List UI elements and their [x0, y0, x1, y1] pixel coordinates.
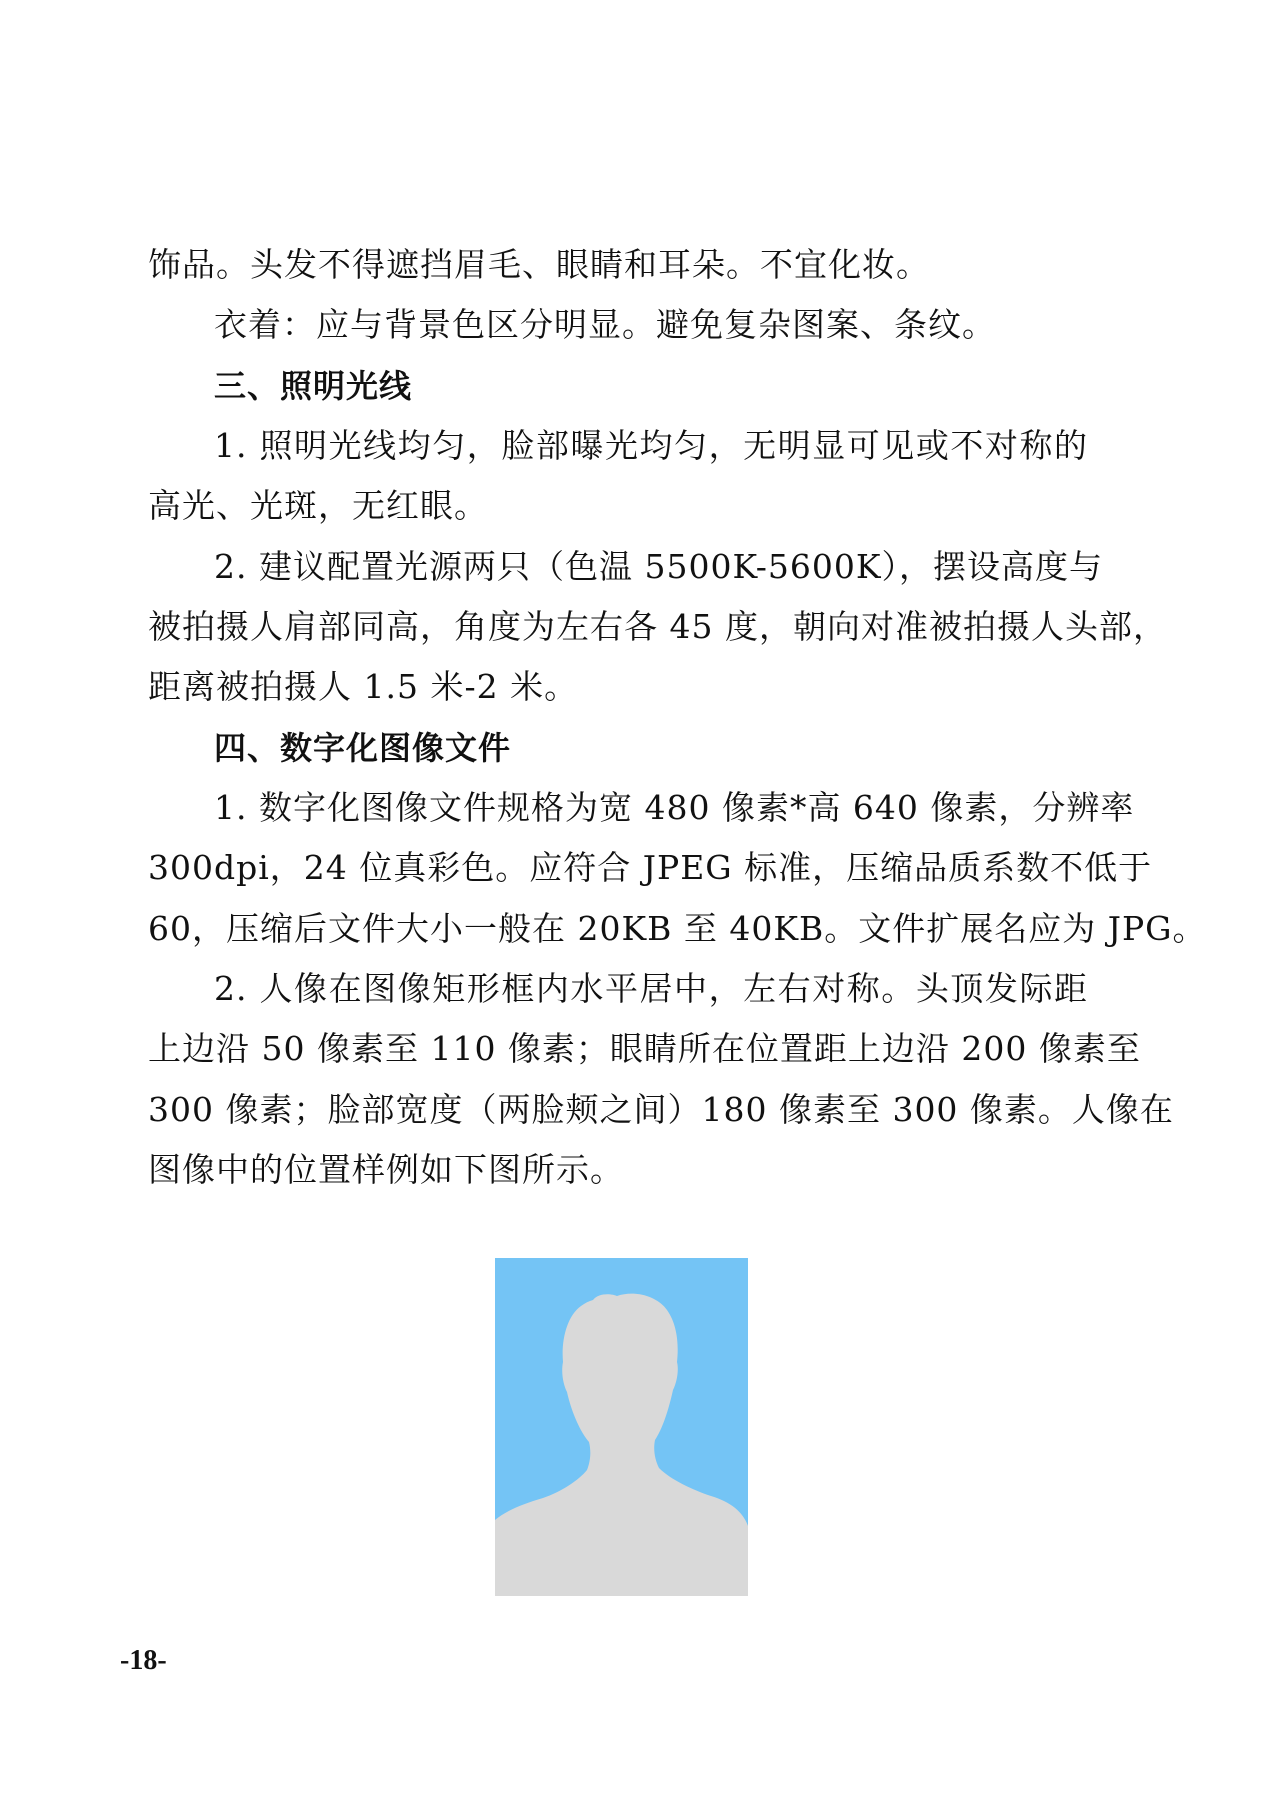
paragraph-line: 300 像素；脸部宽度（两脸颊之间）180 像素至 300 像素。人像在	[148, 1090, 1174, 1129]
sample-portrait-photo	[495, 1258, 748, 1596]
paragraph-line: 1. 数字化图像文件规格为宽 480 像素*高 640 像素，分辨率	[214, 788, 1135, 827]
page-number: -18-	[120, 1645, 167, 1676]
paragraph-line: 饰品。头发不得遮挡眉毛、眼睛和耳朵。不宜化妆。	[148, 245, 930, 284]
paragraph-line: 2. 建议配置光源两只（色温 5500K-5600K），摆设高度与	[214, 547, 1103, 586]
paragraph-line: 高光、光斑，无红眼。	[148, 486, 488, 525]
section-heading-digital-image: 四、数字化图像文件	[214, 729, 512, 767]
paragraph-line: 被拍摄人肩部同高，角度为左右各 45 度，朝向对准被拍摄人头部，	[148, 607, 1167, 646]
paragraph-line: 300dpi，24 位真彩色。应符合 JPEG 标准，压缩品质系数不低于	[148, 848, 1153, 887]
paragraph-line: 60，压缩后文件大小一般在 20KB 至 40KB。文件扩展名应为 JPG。	[148, 909, 1207, 948]
paragraph-line: 距离被拍摄人 1.5 米-2 米。	[148, 667, 579, 706]
paragraph-line: 衣着：应与背景色区分明显。避免复杂图案、条纹。	[214, 305, 996, 344]
paragraph-line: 2. 人像在图像矩形框内水平居中，左右对称。头顶发际距	[214, 969, 1088, 1008]
paragraph-line: 1. 照明光线均匀，脸部曝光均匀，无明显可见或不对称的	[214, 426, 1088, 465]
paragraph-line: 上边沿 50 像素至 110 像素；眼睛所在位置距上边沿 200 像素至	[148, 1029, 1141, 1068]
section-heading-lighting: 三、照明光线	[214, 367, 413, 405]
paragraph-line: 图像中的位置样例如下图所示。	[148, 1150, 624, 1189]
